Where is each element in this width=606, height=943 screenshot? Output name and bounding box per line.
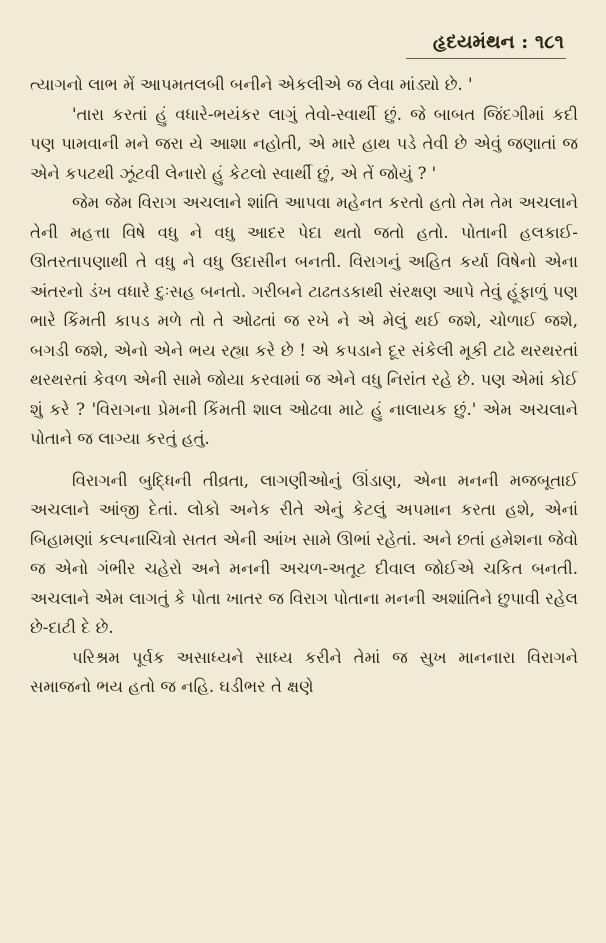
paragraph-5: પરિશ્રમ પૂર્વક અસાધ્યને સાધ્ય કરીને તેમાં જ સુખ માનનારા વિરાગને સમાજનો ભય હતો જ નહિ. ઘડીભર તે ક્ષણે (30, 647, 578, 696)
page-body (30, 70, 578, 702)
header-underline (406, 58, 566, 59)
running-header: હૃદયમંથન : ૧૮૧ (432, 31, 564, 53)
paragraph-1: ત્યાગનો લાભ મેં આપમતલબી બનીને એકલીએ જ લેવા માંડ્યો છે. ' (30, 75, 473, 94)
paragraph-4: વિરાગની બુદ્ધિની તીવ્રતા, લાગણીઓનું ઊંડાણ, એના મનની મજબૂતાઈ અચલાને આંજી દેતાં. લોકો અનેક રીતે એનું કેટલું અપમાન કરતા હશે, એનાં બિહામણાં કલ્પનાચિત્રો સતત એની આંખ સામે ઊભાં રહેતાં. અને છતાં હમેશના જેવો જ એનો ગંભીર ચહેરો અને મનની અચળ-અતૂટ દીવાલ જોઈએ ચકિત બનતી. અચલાને એમ લાગતું કે પોતા ખાતર જ વિરાગ પોતાના મનની અશાંતિને છુપાવી રહેલ છે-દાટી દે છે. (30, 470, 578, 637)
paragraph-3: જેમ જેમ વિરાગ અચલાને શાંતિ આપવા મહેનત કરતો હતો તેમ તેમ અચલાને તેની મહત્તા વિષે વધુ ને વધુ આદર પેદા થતો જતો હતો. પોતાની હલકાઈ-ઊતરતાપણાથી તે વધુ ને વધુ ઉદાસીન બનતી. વિરાગનું અહિત કર્યા વિષેનો એના અંતરનો ડંખ વધારે દુઃસહ બનતો. ગરીબને ટાઢતડકાથી સંરક્ષણ આપે તેવું હૂંફાળું પણ ભારે કિંમતી કાપડ મળે તો તે ઓઢતાં જ રખે ને એ મેલું થઈ જશે, ચોળાઈ જશે, બગડી જશે, એનો એને ભય રહ્યા કરે છે ! એ કપડાને દૂર સંકેલી મૂકી ટાઢે થરથરતાં થરથરતાં કેવળ એની સામે જોયા કરવામાં જ એને વધુ નિરાંત રહે છે. પણ એમાં કોઈ શું કરે ? 'વિરાગના પ્રેમની કિંમતી શાલ ઓઢવા માટે હું નાલાયક છું.' એમ અચલાને પોતાને જ લાગ્યા કરતું હતું. (30, 193, 578, 448)
paragraph-2: 'તારા કરતાં હું વધારે-ભયંકર લાગું તેવો-સ્વાર્થી છું. જે બાબત જિંદગીમાં કદી પણ પામવાની મને જરા યે આશા નહોતી, એ મારે હાથ પડે તેવી છે એવું જણાતાં જ એને કપટથી ઝૂંટવી લેનારો હું કેટલો સ્વાર્થી છું, એ તેં જોયું ? ' (30, 104, 578, 183)
